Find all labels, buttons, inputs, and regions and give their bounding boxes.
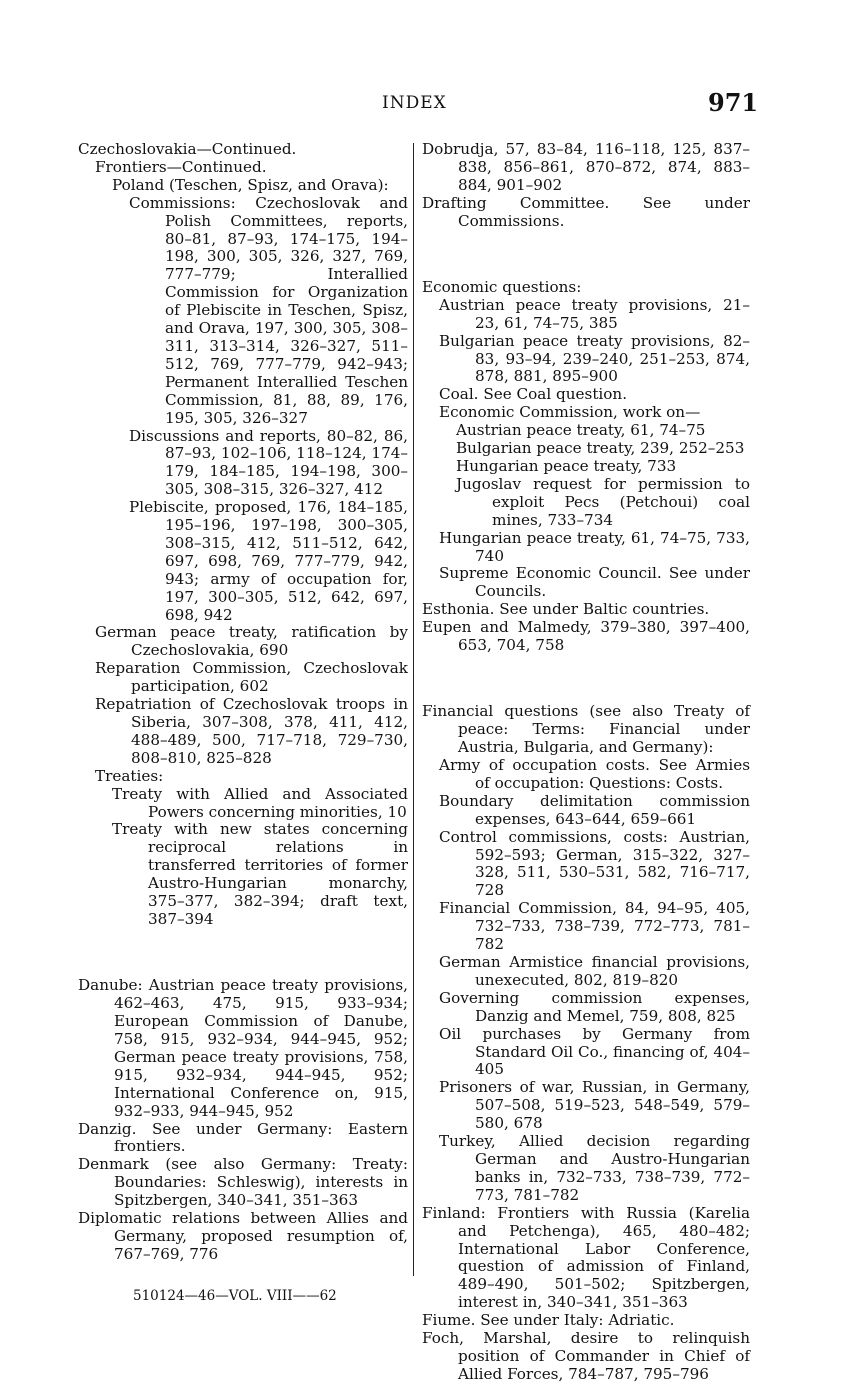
index-entry: Finland: Frontiers with Russia (Karelia and Petchenga), 465, 480–482; International Labor Conference, question of admission of Finland, 489–490, 501–502; Spitzbergen, interest in, 340–341, 351–363: [422, 1203, 750, 1312]
index-subentry: Treaty with new states concerning reciprocal relations in transferred territories of former Austro-Hungarian monarchy, 375–377, 382–394; draft text, 387–394: [112, 820, 408, 928]
index-column-left: [78, 141, 408, 1264]
index-subentry: Army of occupation costs. See Armies of occupation: Questions: Costs.: [439, 756, 750, 792]
index-entry: Eupen and Malmedy, 379–380, 397–400, 653, 704, 758: [422, 618, 750, 655]
index-subentry: Austrian peace treaty provisions, 21–23, 61, 74–75, 385: [439, 295, 750, 332]
index-subentry: Frontiers—Continued.: [95, 157, 267, 176]
section-gap: [422, 670, 750, 688]
index-entry: Drafting Committee. See under Commissions.: [422, 193, 750, 230]
index-subentry: Hungarian peace treaty, 61, 74–75, 733, 740: [439, 528, 750, 565]
index-entry: Esthonia. See under Baltic countries.: [422, 600, 710, 619]
index-subentry: Economic Commission, work on—: [439, 403, 701, 422]
index-subentry: Reparation Commission, Czechoslovak participation, 602: [95, 659, 408, 696]
section-gap: [422, 246, 750, 264]
index-subentry: Plebiscite, proposed, 176, 184–185, 195–196, 197–198, 300–305, 308–315, 412, 511–512, 642, 697, 698, 769, 777–779, 942, 943; army of occupation for, 197, 300–305, 512, 642, 697, 698, 942: [129, 498, 408, 624]
section-gap: [78, 944, 408, 962]
running-head: INDEX: [382, 93, 447, 113]
index-subentry: Financial Commission, 84, 94–95, 405, 732–733, 738–739, 772–773, 781–782: [439, 899, 750, 954]
page-number: 971: [708, 88, 759, 117]
index-subentry: Commissions: Czechoslovak and Polish Committees, reports, 80–81, 87–93, 174–175, 194–198, 300, 305, 326, 327, 769, 777–779; Interallied Commission for Organization of Plebiscite in Teschen, Spisz, and Orava, 197, 300, 305, 308–311, 313–314, 326–327, 511–512, 769, 777–779, 942–943; Permanent Interallied Teschen Commission, 81, 88, 89, 176, 195, 305, 326–327: [129, 193, 408, 427]
index-subentry: Bulgarian peace treaty provisions, 82–83, 93–94, 239–240, 251–253, 874, 878, 881, 895–900: [439, 331, 750, 386]
index-entry: Denmark (see also Germany: Treaty: Boundaries: Schleswig), interests in Spitzbergen, 340–341, 351–363: [78, 1155, 408, 1210]
index-subentry: Prisoners of war, Russian, in Germany, 507–508, 519–523, 548–549, 579–580, 678: [439, 1078, 750, 1133]
index-entry: Danube: Austrian peace treaty provisions, 462–463, 475, 915, 933–934; European Commission of Danube, 758, 915, 932–934, 944–945, 952; German peace treaty provisions, 758, 915, 932–934, 944–945, 952; International Conference on, 915, 932–933, 944–945, 952: [78, 976, 408, 1120]
index-subentry: Austrian peace treaty, 61, 74–75: [456, 421, 706, 440]
index-subentry: Hungarian peace treaty, 733: [456, 456, 677, 475]
index-subentry: Bulgarian peace treaty, 239, 252–253: [456, 439, 745, 458]
index-entry: Fiume. See under Italy: Adriatic.: [422, 1311, 675, 1330]
index-subentry: Control commissions, costs: Austrian, 592–593; German, 315–322, 327–328, 511, 530–531, 582, 716–717, 728: [439, 827, 750, 900]
index-subentry: German Armistice financial provisions, unexecuted, 802, 819–820: [439, 953, 750, 989]
index-entry: Danzig. See under Germany: Eastern frontiers.: [78, 1119, 408, 1156]
index-entry: Diplomatic relations between Allies and Germany, proposed resumption of, 767–769, 776: [78, 1209, 408, 1263]
printer-footer: 510124—46—VOL. VIII——62: [133, 1288, 337, 1304]
index-entry: Czechoslovakia—Continued.: [78, 140, 297, 158]
index-subentry: Poland (Teschen, Spisz, and Orava):: [112, 175, 389, 194]
index-subentry: Repatriation of Czechoslovak troops in Siberia, 307–308, 378, 411, 412, 488–489, 500, 717–718, 729–730, 808–810, 825–828: [95, 695, 408, 767]
index-subentry: Discussions and reports, 80–82, 86, 87–93, 102–106, 118–124, 174–179, 184–185, 194–198, 300–305, 308–315, 326–327, 412: [129, 426, 408, 499]
index-subentry: Oil purchases by Germany from Standard Oil Co., financing of, 404–405: [439, 1024, 750, 1079]
index-subentry: Turkey, Allied decision regarding German and Austro-Hungarian banks in, 732–733, 738–739, 772–773, 781–782: [439, 1132, 750, 1204]
index-entry: Foch, Marshal, desire to relinquish position of Commander in Chief of Allied Forces, 784–787, 795–796: [422, 1329, 750, 1383]
index-subentry: Treaty with Allied and Associated Powers concerning minorities, 10: [112, 784, 408, 821]
index-entry: Economic questions:: [422, 277, 582, 296]
index-subentry: Governing commission expenses, Danzig and Memel, 759, 808, 825: [439, 988, 750, 1025]
index-subentry: Treaties:: [95, 766, 164, 785]
index-subentry: Supreme Economic Council. See under Councils.: [439, 564, 750, 601]
index-subentry: German peace treaty, ratification by Czechoslovakia, 690: [95, 623, 408, 660]
index-subentry: Jugoslav request for permission to exploit Pecs (Petchoui) coal mines, 733–734: [456, 474, 750, 529]
index-subentry: Boundary delimitation commission expenses, 643–644, 659–661: [439, 791, 750, 828]
column-divider: [413, 143, 414, 1276]
index-column-right: [422, 141, 750, 1384]
index-entry: Financial questions (see also Treaty of peace: Terms: Financial under Austria, Bulgaria, and Germany):: [422, 702, 750, 757]
index-entry: Dobrudja, 57, 83–84, 116–118, 125, 837–838, 856–861, 870–872, 874, 883–884, 901–902: [422, 140, 750, 194]
index-subentry: Coal. See Coal question.: [439, 385, 628, 404]
